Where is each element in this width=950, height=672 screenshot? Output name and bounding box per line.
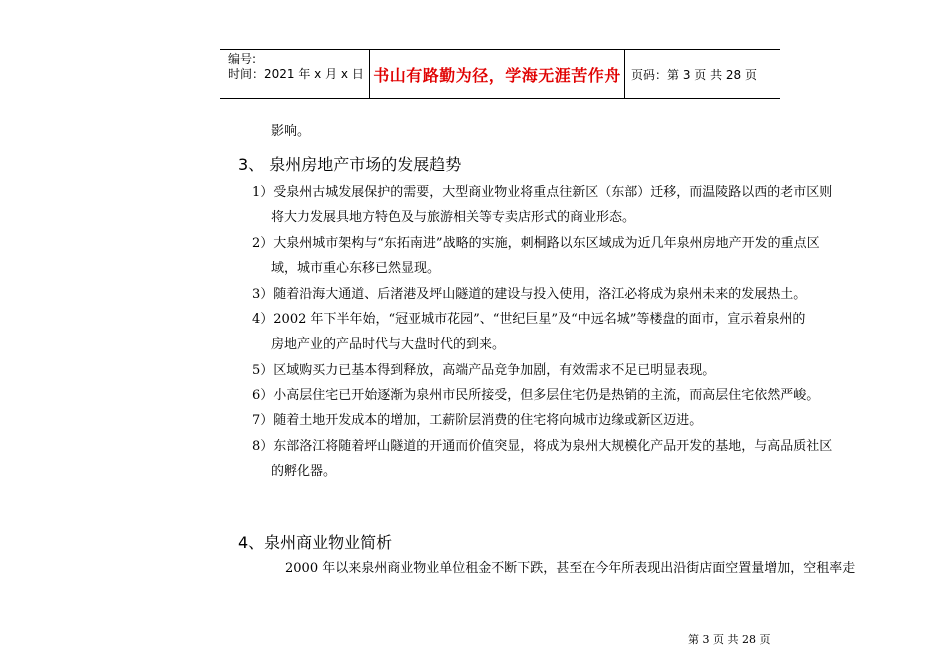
item-3-line-1: 3）随着沿海大通道、后渚港及坪山隧道的建设与投入使用，洛江必将成为泉州未来的发展热土。 [252, 287, 807, 302]
item-1-line-1: 1）受泉州古城发展保护的需要，大型商业物业将重点往新区（东部）迁移，而温陵路以西的老市区则 [252, 185, 833, 200]
item-7-line-1: 7）随着土地开发成本的增加，工薪阶层消费的住宅将向城市边缘或新区迈进。 [252, 413, 703, 428]
section-4-paragraph: 2000 年以来泉州商业物业单位租金不断下跌，甚至在今年所表现出沿街店面空置量增加，空租率走 [285, 561, 856, 576]
item-8-line-1: 8）东部洛江将随着坪山隧道的开通而价值突显，将成为泉州大规模化产品开发的基地，与高品质社区 [252, 439, 833, 454]
page-footer: 第 3 页 共 28 页 [688, 633, 771, 646]
continued-text: 影响。 [271, 124, 311, 139]
section-4-heading: 4、泉州商业物业简析 [238, 533, 393, 552]
section-3-heading: 3、 泉州房地产市场的发展趋势 [238, 155, 462, 174]
item-5-line-1: 5）区域购买力已基本得到释放，高端产品竞争加剧，有效需求不足已明显表现。 [252, 363, 716, 378]
page-header [220, 49, 780, 99]
header-motto-cell [370, 50, 625, 98]
item-2-line-2: 域，城市重心东移已然显现。 [271, 261, 441, 276]
header-meta-cell [220, 50, 370, 98]
item-4-line-1: 4）2002 年下半年始，“冠亚城市花园”、“世纪巨星”及“中远名城”等楼盘的面市，宣示着泉州的 [252, 312, 806, 327]
date-text: 时间：2021 年 x 月 x 日 [228, 67, 364, 81]
item-1-line-2: 将大力发展具地方特色及与旅游相关等专卖店形式的商业形态。 [271, 210, 636, 225]
item-8-line-2: 的孵化器。 [271, 464, 337, 479]
motto-text: 书山有路勤为径，学海无涯苦作舟 [373, 65, 621, 85]
page-code-text: 页码：第 3 页 共 28 页 [631, 67, 757, 82]
doc-number-label: 编号: [228, 52, 257, 66]
item-4-line-2: 房地产业的产品时代与大盘时代的到来。 [271, 337, 506, 352]
item-6-line-1: 6）小高层住宅已开始逐渐为泉州市民所接受，但多层住宅仍是热销的主流，而高层住宅依然严峻。 [252, 388, 820, 403]
header-page-cell [625, 50, 780, 98]
item-2-line-1: 2）大泉州城市架构与“东拓南进”战略的实施，刺桐路以东区域成为近几年泉州房地产开发的重点区 [252, 236, 820, 251]
